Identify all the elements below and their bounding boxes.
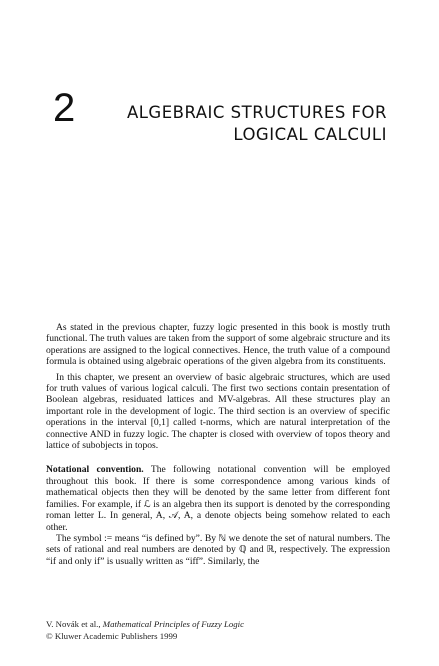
notation-text: The following notational convention will be employed throughout this book. If there is some correspondence among various kinds of mathematical objects then they will be denoted by the same letter from different font families. For example, if ℒ is an algebra then its support is denoted by the corresponding roman letter L. In general, A, 𝒜, A, a denote objects being somehow related to each other. [46,464,390,533]
chapter-title-line-2: LOGICAL CALCULI [233,125,387,144]
chapter-body [46,322,390,567]
paragraph-symbols: The symbol := means “is defined by”. By ℕ we denote the set of natural numbers. The sets of rational and real numbers are denoted by ℚ and ℝ, respectively. The expression “if and only if” is usually written as “iff”. Similarly, the [46,532,390,567]
copyright-line: © Kluwer Academic Publishers 1999 [46,631,178,641]
citation-book-title: Mathematical Principles of Fuzzy Logic [102,619,244,629]
paragraph-overview: In this chapter, we present an overview of basic algebraic structures, which are used for truth values of various logical calculi. The first two sections contain presentation of Boolean algebras, residuated lattices and MV-algebras. All these structures play an important role in the development of logic. The third section is an overview of specific operations in the interval [0,1] called t-norms, which are natural interpretation of the connective AND in fuzzy logic. The chapter is closed with overview of topos theory and lattice of subobjects in topos. [46,371,390,452]
page-footer [46,618,244,642]
chapter-title-line-1: ALGEBRAIC STRUCTURES FOR [126,103,387,122]
citation-line [46,618,244,630]
chapter-title [47,92,387,146]
citation-authors: V. Novák et al., [46,619,103,629]
paragraph-notation [46,464,390,532]
paragraph-intro: As stated in the previous chapter, fuzzy logic presented in this book is mostly truth functional. The truth values are taken from the support of some algebraic structure and its operations are assigned to the logical connectives. Hence, the truth value of a compound formula is obtained using algebraic operations of the given algebra from its constituents. [46,322,390,368]
chapter-heading [47,86,387,146]
notation-run-in-heading: Notational convention. [46,464,144,476]
chapter-number: 2 [53,86,76,130]
